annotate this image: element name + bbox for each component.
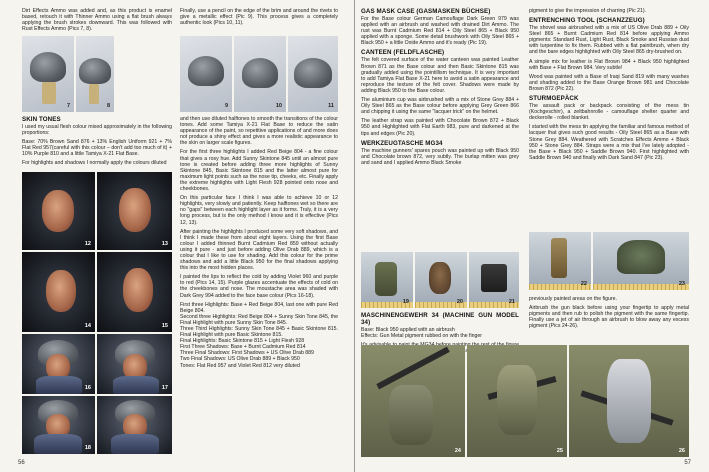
photo-18b — [97, 396, 172, 454]
photo-9 — [180, 36, 232, 112]
photo-20 — [415, 252, 467, 308]
photo-number-14: 14 — [84, 323, 91, 329]
photo-26 — [569, 345, 689, 457]
page-number-left: 56 — [18, 460, 25, 466]
photo-17 — [97, 334, 172, 394]
photo-number-19: 19 — [402, 299, 409, 305]
recipe-list — [180, 302, 338, 369]
photo-number-25: 25 — [556, 448, 563, 454]
recipe-item: Two Final Shadows: US Olive Drab 889 + Black 950 — [180, 356, 300, 363]
photo-number-22: 22 — [580, 281, 587, 287]
mess-tin-text: I started with the mess tin applying the familiar and famous method of lacquer that gives such good results - Oily Steel 865 as a Base with Stone Grey 884. Weathered with Scratches Effects Ammo + Black 950 + Stone Grey 884. Straps were a mix that I've lately adopted - the Base + Black 950 + Saddle Brown 940. First highlighted with Saddle Brown 940 and finally with Dark Sand 847 (Pic 23). — [529, 124, 689, 161]
left-col1-skin — [22, 116, 172, 170]
photo-number-15: 15 — [161, 323, 168, 329]
photo-15 — [97, 252, 172, 332]
intro-paragraph: Dirt Effects Ammo was added and, as this product is enamel based, retouch it with Thinner Ammo using a flat brush always applying the brush strokes downward. This was followed with Rust Effects Ammo (Pics 7, 8). — [22, 8, 172, 33]
mg34-heading: MASCHINENGEWEHR 34 (MACHINE GUN MODEL 34) — [361, 312, 519, 326]
mg34-base: Base: Black 950 applied with an airbrush — [361, 327, 455, 333]
tools-heading: WERKZEUGTASCHE MG34 — [361, 139, 443, 147]
gas-mask-text: For the Base colour German Camouflage Dark Green 979 was applied with an airbrush and washed with drained Dirt Ammo. The rust was Burnt Cadmium Red 814 + Oily Steel 865 + Black 950 applied with a sponge. Some detail brushwork with Oily Steel 865 + Black 950 + a little Oxide Ammo and it's ready (Pic 19). — [361, 16, 519, 47]
mg34-effects: Effects: Gun Metal pigment rubbed on with the finger — [361, 333, 483, 340]
right-col2-text — [529, 8, 689, 164]
photo-number-21: 21 — [508, 299, 515, 305]
charring-text: pigment to give the impression of charring (Pic 21). — [529, 8, 647, 14]
tools-text: The machine gunners' spares pouch was painted up with Black 950 and Chocolate brown 872, very subtly. The burlap mitten was grey and sand and I applied Ammo Black Smoke — [361, 147, 519, 166]
photo-25 — [467, 345, 567, 457]
recipe-item: First three Highlights: Base + Red Beige 804, last one with pure Red Beige 804. — [180, 301, 338, 314]
photo-number-8: 8 — [106, 103, 110, 109]
skin-base: Base: 70% Brown Sand 876 + 13% English Uniform 921 + 7% Flat Red 957(careful with this colour – don't add too much of it) + 10% Purple 810 and a little Tamiya X-21 Flat Base. — [22, 139, 172, 158]
pencil-paragraph: Finally, use a pencil on the edge of the brim and around the rivets to give a metallic effect (Pic 9). This process gives a completely authentic look (Pics 10, 11). — [180, 8, 338, 27]
photo-number-24: 24 — [454, 448, 461, 454]
photo-number-26: 26 — [678, 448, 685, 454]
right-page — [355, 0, 709, 472]
left-col2-main — [180, 116, 338, 369]
photo-13 — [97, 172, 172, 250]
photo-number-16: 16 — [84, 385, 91, 391]
airbrush-text: Airbrush the gun black before using your fingertip to apply metal pigments and then rub to polish the pigment with the same fingertip. Finally use a jet of air through an airbrush to blow away any excess pigment (Pics 24-26). — [529, 305, 689, 330]
photo-number-7: 7 — [66, 103, 70, 109]
photo-number-11: 11 — [328, 103, 334, 109]
skin-text: I used my usual flesh colour mixed approximately in the following proportions: — [22, 124, 172, 137]
photo-22 — [529, 232, 591, 290]
photo-11 — [288, 36, 338, 112]
recipe-item: First Three Shadows: Base + Burnt Cadmium Red 814 — [180, 344, 306, 351]
recipe-item: Tones: Flat Red 957 and Violet Red 812 very diluted — [180, 362, 300, 369]
recipe-item: Three Final Shadows: First Shadows + US Olive Drab 889 — [180, 350, 314, 357]
photo-10 — [234, 36, 286, 112]
halftones-paragraph: and then use diluted halftones to smooth the transitions of the colour tones. Add some Tamiya X-21 Flat Base to reduce the satin appearance of the paint, so repetitive applications of and more does not produce a shiny effect and gives a more realistic appearance to the skin on larger scale figures. — [180, 116, 338, 147]
sturmgepack-text: The assault pack or backpack consisting of the mess tin (Kochgeschirr), a zeltbahnrolle - camouflage shelter quarter and deckerolle - rolled blanket. — [529, 103, 689, 122]
photo-8 — [76, 36, 114, 112]
photo-16 — [22, 334, 95, 394]
left-page — [0, 0, 354, 472]
photo-12 — [22, 172, 95, 250]
left-col2-top — [180, 8, 338, 29]
left-col1-intro — [22, 8, 172, 35]
photo-23 — [593, 232, 689, 290]
photo-number-9: 9 — [224, 103, 228, 109]
recipe-item: Three Third Highlights: Sunny Skin Tone 845 + Basic Skintone 815. Final Highlight with pure Basic Skintone 815. — [180, 326, 338, 339]
entrenching-tool-heading: ENTRENCHING TOOL (SCHANZZEUG) — [529, 17, 645, 25]
canteen-cup-text: The aluminium cup was airbrushed with a mix of Stone Grey 884 + Oily Steel 865 as the Base colour before applying Grey Green 866 and chipping it using the same "lacquer trick" on the helmet. — [361, 97, 519, 116]
photo-21 — [469, 252, 519, 308]
patience-paragraph: On this particular face I think I was able to achieve 10 or 12 highlights, very slowly and patiently. Keep halftones wet so there are no "gaps" between each highlight layer as it forms. Truly, it is a very long process, but is the only method I know and it is effective (Pics 12, 13). — [180, 195, 338, 226]
gas-mask-heading: GAS MASK CASE (GASMASKEN BÜCHSE) — [361, 8, 491, 15]
photo-number-17: 17 — [161, 385, 168, 391]
skin-tones-heading: SKIN TONES — [22, 116, 61, 123]
photo-number-12: 12 — [84, 241, 91, 247]
photo-number-23: 23 — [678, 281, 685, 287]
leather-text: A simple mix for leather is Flat Brown 984 + Black 950 highlighted with Base + Flat Brown 984. Very subtle! — [529, 58, 689, 71]
right-col2-lower — [529, 296, 689, 332]
canteen-text: The felt covered surface of the water canteen was painted Leather Brown 871 as the Base colour and then Basic Skintone 815 was gradually added using the pointillism technique. It is very important to add Tamiya Flat Base X-21 here to avoid a satin appearance and reproduce the texture of the felt cover. Shadows were made by adding Black 950 to the Base colour. — [361, 57, 519, 94]
recipe-item: Second three Highlights: Red Beige 804 + Sunny Skin Tone 845, the Final Highlight with pure Sunny Skin Tone 845. — [180, 313, 338, 326]
photo-number-13: 13 — [161, 241, 168, 247]
photo-19 — [361, 252, 413, 308]
photo-number-20: 20 — [456, 299, 463, 305]
skin-highlights: For highlights and shadows I normally apply the colours diluted — [22, 160, 167, 167]
photo-7 — [22, 36, 74, 112]
wood-text: Wood was painted with a Base of Iraqi Sand 819 with many washes and shading added to the Base Orange Brown 981 and Chocolate Brown 872 (Pic 22). — [529, 73, 689, 92]
photo-number-10: 10 — [275, 103, 282, 109]
highlights-paragraph: For the first three highlights I added Red Beige 804 - a fine colour that gives a rosy hue. Add Sunny Skintone 845 until an almost pure tone is created before adding three more highlights of Sunny Skintone 845, Basic Skintone 815 and the latter almost pure for maximum light points such as the nose tip, cheeks, etc. Finally apply the extreme highlights with Light Flesh 928 pointed onto nose and cheekbones. — [180, 149, 338, 193]
recipe-item: Final Highlights: Basic Skintone 815 + Light Flesh 928 — [180, 338, 305, 345]
canteen-strap-text: The leather strap was painted with Chocolate Brown 872 + Black 950 and Highlighted with Flat Earth 983, pure and darkened at the tips and edges (Pic 20). — [361, 118, 519, 137]
page-number-right: 57 — [684, 460, 691, 466]
canteen-heading: CANTEEN (FELDFLASCHE) — [361, 49, 445, 57]
previous-areas-text: previously painted areas on the figure. — [529, 296, 617, 302]
photo-number-18: 18 — [84, 445, 91, 451]
entrenching-tool-text: The shovel was airbrushed with a mix of US Olive Drab 889 + Oily Steel 865 + Burnt Cadmium Red 814 before applying Ammo pigments: Standard Rust, Light Rust, Black Smoke and Russian dust with turpentine to fix them. Rubbed with a flat paintbrush, when dry and the bare edges highlighted with Oily Steel 865 dry-brushed on. — [529, 25, 689, 56]
photo-18 — [22, 396, 95, 454]
shadows-paragraph: After painting the highlights I produced some very soft shadows, and I think I made these from about eight layers. Using the first Base colour I added thinned Burnt Cadmium Red 859 without actually using it pure - and just before adding Olive Drab 889, which is a colour that I like to use for shading. Add this colour for the prime shadows and add a little Black 950 for the final shadows applying this into the most hidden places. — [180, 228, 338, 272]
right-col1-text — [361, 8, 519, 169]
sturmgepack-heading: STURMGEPÄCK — [529, 95, 579, 103]
photo-24 — [361, 345, 465, 457]
photo-14 — [22, 252, 95, 332]
lips-paragraph: I painted the lips to reflect the cold by adding Violet 960 and purple to red (Pics 14, 15). Purple glazes accentuate the effects of cold on the cheekbones and nose. The moustache area was shaded with Dark Grey 994 added to the face base colour (Pics 16-18). — [180, 274, 338, 299]
